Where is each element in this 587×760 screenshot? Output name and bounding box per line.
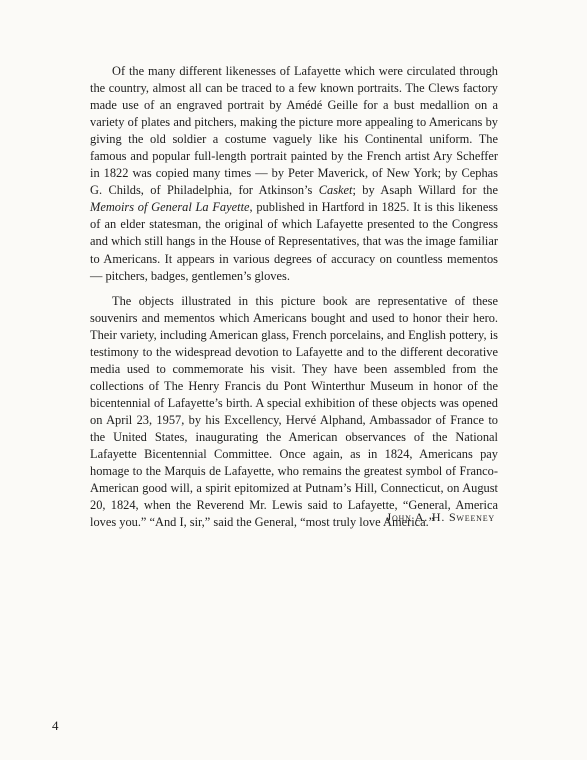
italic-title-memoirs: Memoirs of General La Fayette	[90, 200, 250, 215]
author-signature: John A. H. Sweeney	[386, 510, 495, 524]
italic-title-casket: Casket	[318, 183, 353, 198]
paragraph-1-text: , published in Hartford in 1825. It is this likeness of an elder statesman, the original of which Lafayette presented to the Congress and which still hangs in the House of Representatives, that was the image familiar to Americans. It appears in various degrees of accuracy on countless mementos — pitchers, badges, gentlemen’s gloves.	[90, 200, 498, 283]
paragraph-1-text: ; by Asaph Willard for the	[352, 183, 498, 198]
paragraph-2-text: The objects illustrated in this picture book are representative of these souvenirs and mementos which Americans bought and used to honor their hero. Their variety, including American glass, French porcelains, and English pottery, is testimony to the widespread devotion to Lafayette and to the different decorative media used to commemorate his visit. They have been assembled from the collections of The Henry Francis du Pont Winterthur Museum in honor of the bicentennial of Lafayette’s birth. A special exhibition of these objects was opened on April 23, 1957, by his Excellency, Hervé Alphand, Ambassador of France to the United States, inaugurating the American observances of the National Lafayette Bicentennial Committee. Once again, as in 1824, Americans pay homage to the Marquis de Lafayette, who remains the greatest symbol of Franco-American good will, a spirit epitomized at Putnam’s Hill, Connecticut, on August 20, 1824, when the Reverend Mr. Lewis said to Lafayette, “General, America loves you.” “And I, sir,” said the General, “most truly love America.”	[90, 293, 498, 530]
paragraph-1-text: Of the many different likenesses of Lafayette which were circulated through the country, almost all can be traced to a few known portraits. The Clews factory made use of an engraved portrait by Amédé Geille for a bust medallion on a variety of plates and pitchers, making the picture more appealing to Americans by giving the old soldier a costume vaguely like his Continental uniform. The famous and popular full-length portrait painted by the French artist Ary Scheffer in 1822 was copied many times — by Peter Maverick, of New York; by Cephas G. Childs, of Philadelphia, for Atkinson’s	[90, 64, 498, 198]
body-text	[90, 63, 498, 531]
paragraph-2	[90, 293, 498, 532]
page-number: 4	[52, 718, 59, 733]
paragraph-1	[90, 63, 498, 285]
